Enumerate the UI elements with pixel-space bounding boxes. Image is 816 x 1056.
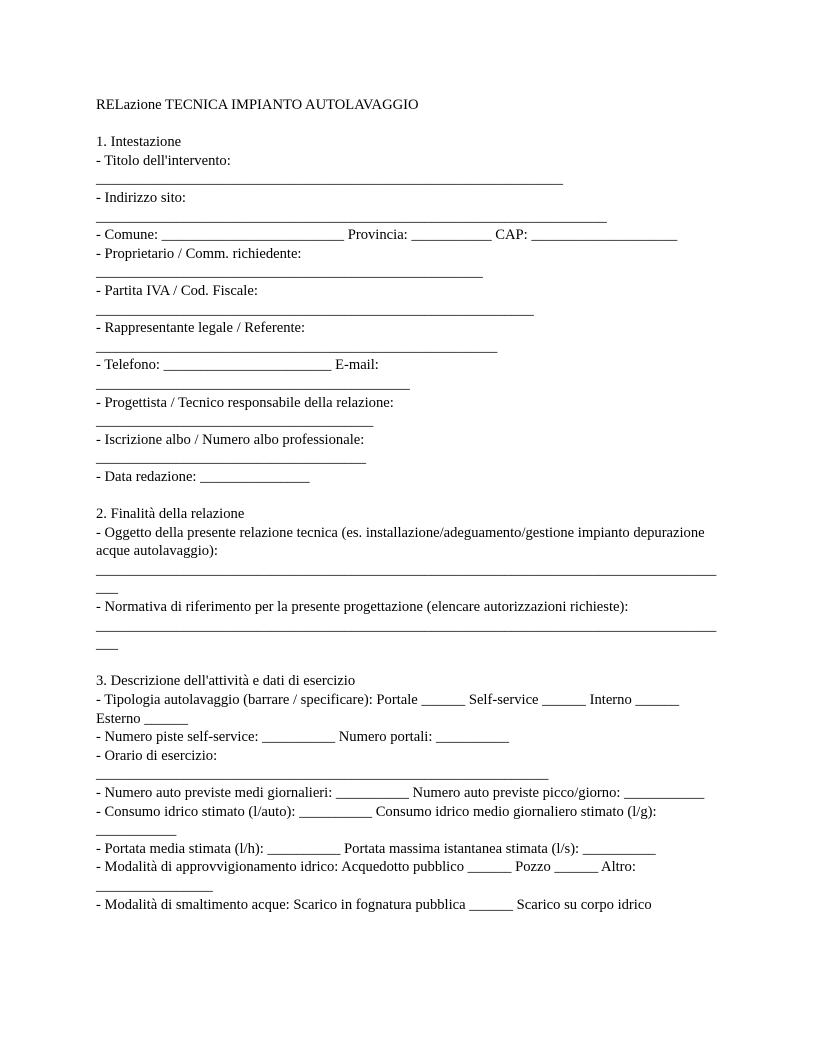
blank-line-rappresentante-legale[interactable]: _______________________________________________________ — [96, 338, 498, 355]
blank-line-oggetto-relazione[interactable]: ________________________________________________________________________________________ — [96, 561, 717, 597]
field-label-titolo-intervento: - Titolo dell'intervento: — [96, 152, 231, 169]
spacer-after-title — [96, 115, 717, 134]
field-row-numero-auto-previste[interactable]: - Numero auto previste medi giornalieri: __________ Numero auto previste picco/giorno: ___________ — [96, 784, 705, 801]
field-label-proprietario: - Proprietario / Comm. richiedente: — [96, 245, 302, 262]
section-3 — [96, 672, 717, 914]
field-label-progettista: - Progettista / Tecnico responsabile della relazione: — [96, 394, 394, 411]
blank-line-orario-esercizio[interactable]: ______________________________________________________________ — [96, 766, 549, 783]
field-row-approvvigionamento-idrico[interactable]: - Modalità di approvvigionamento idrico: Acquedotto pubblico ______ Pozzo ______ Altro: ________________ — [96, 859, 636, 894]
field-row-numero-piste-portali[interactable]: - Numero piste self-service: __________ Numero portali: __________ — [96, 729, 510, 746]
document-title-line — [96, 96, 717, 115]
blank-line-progettista[interactable]: ______________________________________ — [96, 413, 374, 430]
blank-line-indirizzo-sito[interactable]: ______________________________________________________________________ — [96, 208, 607, 225]
field-label-orario-esercizio: - Orario di esercizio: — [96, 747, 218, 764]
section-1-heading: 1. Intestazione — [96, 134, 182, 151]
field-row-comune-provincia-cap[interactable]: - Comune: _________________________ Provincia: ___________ CAP: ____________________ — [96, 227, 678, 244]
blank-line-proprietario[interactable]: _____________________________________________________ — [96, 264, 483, 281]
field-row-consumo-idrico[interactable]: - Consumo idrico stimato (l/auto): __________ Consumo idrico medio giornaliero stimato (l/g): ___________ — [96, 803, 657, 839]
page-title: RELazione TECNICA IMPIANTO AUTOLAVAGGIO — [96, 97, 419, 113]
field-label-normativa-riferimento: - Normativa di riferimento per la presente progettazione (elencare autorizzazioni richieste): — [96, 599, 629, 616]
blank-line-titolo-intervento[interactable]: ________________________________________________________________ — [96, 171, 563, 188]
field-row-telefono-email[interactable]: - Telefono: _______________________ E-mail: — [96, 357, 379, 374]
section-1 — [96, 133, 717, 486]
blank-line-partita-iva[interactable]: ____________________________________________________________ — [96, 301, 534, 318]
section-2-heading: 2. Finalità della relazione — [96, 506, 245, 523]
field-label-iscrizione-albo: - Iscrizione albo / Numero albo professionale: — [96, 431, 365, 448]
spacer-before-section-3 — [96, 654, 717, 673]
spacer-before-section-2 — [96, 486, 717, 505]
field-label-indirizzo-sito: - Indirizzo sito: — [96, 189, 186, 206]
document-body — [96, 96, 717, 914]
section-2 — [96, 505, 717, 654]
field-row-portata-stimata[interactable]: - Portata media stimata (l/h): __________ Portata massima istantanea stimata (l/s): __________ — [96, 840, 656, 857]
section-3-heading: 3. Descrizione dell'attività e dati di esercizio — [96, 673, 356, 690]
blank-line-iscrizione-albo[interactable]: _____________________________________ — [96, 450, 366, 467]
blank-line-email[interactable]: ___________________________________________ — [96, 375, 410, 392]
field-row-data-redazione[interactable]: - Data redazione: _______________ — [96, 468, 310, 485]
field-label-oggetto-relazione: - Oggetto della presente relazione tecnica (es. installazione/adeguamento/gestione impianto depurazione acque autolavaggio): — [96, 524, 705, 560]
field-label-partita-iva: - Partita IVA / Cod. Fiscale: — [96, 282, 258, 299]
field-row-smaltimento-acque[interactable]: - Modalità di smaltimento acque: Scarico in fognatura pubblica ______ Scarico su corpo idrico — [96, 896, 652, 913]
field-label-rappresentante-legale: - Rappresentante legale / Referente: — [96, 320, 306, 337]
field-row-tipologia-autolavaggio[interactable]: - Tipologia autolavaggio (barrare / specificare): Portale ______ Self-service ______ Interno ______ Esterno ______ — [96, 692, 680, 727]
blank-line-normativa-riferimento[interactable]: ________________________________________________________________________________________ — [96, 617, 717, 653]
